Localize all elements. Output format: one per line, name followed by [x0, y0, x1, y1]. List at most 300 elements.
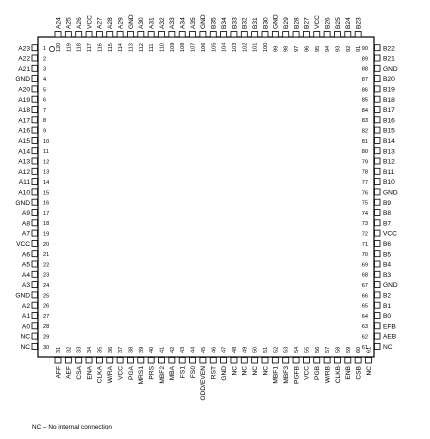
pin-3-pad — [32, 65, 38, 71]
pin-118-name: A26 — [76, 17, 83, 29]
pin-81-pad — [375, 137, 381, 143]
pin-92-name: B24 — [345, 17, 353, 29]
pin-31-pad — [55, 358, 61, 364]
pin-23-pad — [32, 271, 38, 277]
pin-118-number: 118 — [76, 43, 83, 52]
pin-96-number: 96 — [304, 45, 311, 52]
pin-61-name: NC — [365, 366, 373, 376]
pin-72-name: VCC — [383, 230, 397, 238]
pin-90-number: 90 — [361, 46, 368, 53]
pin-41-name: MBF2 — [158, 366, 166, 384]
pin-29-pad — [32, 333, 38, 339]
pin-104-name: B34 — [220, 17, 228, 29]
pin-83-pad — [375, 117, 381, 123]
pin-105-pad — [210, 32, 216, 38]
pin-80-number: 80 — [361, 149, 368, 156]
pin-63-name: EFB — [383, 323, 396, 331]
pin-34-number: 34 — [87, 346, 94, 353]
pin-17-name: A9 — [21, 210, 30, 218]
pin-3-number: 3 — [43, 66, 47, 73]
pin-87-pad — [375, 76, 381, 82]
pin-10-pad — [32, 137, 38, 143]
pin-44-number: 44 — [190, 346, 197, 353]
footnote: NC – No internal connection — [32, 424, 112, 431]
pin-5-pad — [32, 86, 38, 92]
pin-12-name: A13 — [18, 158, 30, 166]
pin-42-name: MBA — [169, 366, 177, 381]
pin-81-number: 81 — [361, 138, 368, 145]
pin-75-pad — [375, 199, 381, 205]
pin-62-name: AEB — [383, 333, 397, 341]
pin-86-pad — [375, 86, 381, 92]
pin-115-name: A28 — [107, 17, 115, 29]
pin-41-pad — [159, 358, 165, 364]
pin-20-pad — [32, 240, 38, 246]
pin-93-name: B25 — [334, 17, 342, 29]
pin-103-pad — [231, 32, 237, 38]
pin-69-number: 69 — [361, 262, 368, 269]
pin-109-pad — [169, 32, 175, 38]
pin-110-pad — [159, 32, 165, 38]
pin-80-name: B13 — [383, 148, 395, 156]
pin-94-pad — [324, 32, 330, 38]
pin-84-name: B17 — [383, 107, 395, 115]
pin-68-number: 68 — [361, 272, 368, 279]
pin-19-name: A7 — [21, 230, 30, 238]
pin-113-name: GND — [127, 14, 135, 29]
pin-68-pad — [375, 271, 381, 277]
pin-77-number: 77 — [361, 180, 368, 186]
pin-11-name: A14 — [18, 148, 30, 156]
pin-1-name: A23 — [18, 45, 30, 53]
pin-96-name: B27 — [303, 17, 311, 29]
pin-109-number: 109 — [169, 42, 176, 52]
pin-99-name: GND — [272, 14, 280, 29]
pin-105-name: B35 — [210, 17, 218, 29]
pin-90-pad — [375, 45, 381, 51]
pin-95-pad — [314, 32, 320, 38]
pin-82-name: B15 — [383, 127, 395, 135]
pin-35-name: CLKA — [96, 366, 104, 384]
pin-13-number: 13 — [43, 169, 50, 176]
pin-24-number: 24 — [43, 283, 50, 289]
pin-39-pad — [138, 358, 144, 364]
pin-6-pad — [32, 96, 38, 102]
pin-86-number: 86 — [361, 87, 368, 94]
pin-38-number: 38 — [128, 346, 135, 353]
pin-69-name: B4 — [383, 261, 392, 269]
pin-18-name: A8 — [21, 220, 30, 228]
pin-28-number: 28 — [43, 324, 50, 331]
pin-61-pad — [366, 358, 372, 364]
pin-57-number: 57 — [325, 346, 332, 353]
pin-94-name: B26 — [324, 17, 332, 29]
pin-27-number: 27 — [43, 313, 50, 320]
pin-60-pad — [355, 358, 361, 364]
pin-35-pad — [96, 358, 102, 364]
pin-67-pad — [375, 282, 381, 288]
pin-67-name: GND — [383, 282, 398, 290]
pin-2-pad — [32, 55, 38, 61]
pin-61-name: NC — [383, 344, 393, 351]
pin-97-number: 97 — [294, 45, 301, 52]
pin-117-number: 117 — [87, 43, 94, 52]
pin-4-number: 4 — [43, 77, 47, 83]
package-body — [38, 37, 374, 357]
pin-54-number: 54 — [294, 346, 301, 353]
pin-77-pad — [375, 179, 381, 185]
pin-79-pad — [375, 158, 381, 164]
pin-72-pad — [375, 230, 381, 236]
pin-92-number: 92 — [345, 45, 352, 52]
pin-21-name: A6 — [21, 251, 30, 259]
pin-66-number: 66 — [361, 293, 368, 300]
pin-65-pad — [375, 302, 381, 308]
pin-70-name: B5 — [383, 251, 392, 259]
pin-117-pad — [86, 32, 92, 38]
pin-12-number: 12 — [43, 159, 50, 166]
pin-31-name: AFF — [55, 366, 63, 379]
pin-45-name: ODD/EVEN — [200, 366, 208, 401]
pin-52-pad — [272, 358, 278, 364]
pin-57-pad — [324, 358, 330, 364]
pin-84-number: 84 — [361, 107, 368, 114]
pin-50-name: NC — [251, 366, 259, 376]
pin-105-number: 105 — [211, 42, 218, 52]
pin-26-number: 26 — [43, 303, 50, 310]
pin-28-name: A0 — [21, 323, 30, 331]
pin-34-pad — [86, 358, 92, 364]
pin-108-pad — [179, 32, 185, 38]
pin-58-name: CLKB — [334, 366, 342, 384]
pin-19-pad — [32, 230, 38, 236]
pin-74-pad — [375, 210, 381, 216]
pin-100-number: 100 — [263, 42, 269, 52]
pin-82-number: 82 — [361, 128, 368, 135]
pin-7-name: A18 — [18, 107, 30, 115]
pin-37-name: VCC — [117, 366, 125, 380]
pin-58-number: 58 — [335, 346, 342, 353]
pin-103-name: B33 — [231, 17, 239, 29]
pin-116-number: 116 — [97, 43, 104, 52]
pin-119-pad — [65, 32, 71, 38]
pin-58-pad — [334, 358, 340, 364]
pin-1-number: 1 — [43, 46, 47, 53]
pin-46-number: 46 — [211, 346, 218, 353]
pin-119-number: 119 — [66, 43, 73, 52]
pin-73-number: 73 — [361, 221, 368, 228]
pin-107-name: A35 — [189, 17, 197, 29]
pin-37-number: 37 — [118, 346, 125, 353]
pin-65-name: B1 — [383, 302, 392, 310]
pin-11-pad — [32, 148, 38, 154]
pin-42-number: 42 — [169, 346, 176, 353]
pin-22-name: A5 — [21, 261, 30, 269]
pin-6-number: 6 — [43, 97, 47, 104]
pin-98-name: B29 — [283, 17, 290, 29]
pin-5-name: A20 — [18, 86, 30, 94]
pin-27-name: A1 — [21, 313, 30, 321]
pin-73-pad — [375, 220, 381, 226]
pin-32-pad — [65, 358, 71, 364]
pin-8-pad — [32, 117, 38, 123]
pin-39-name: MRS1 — [138, 366, 146, 385]
pin-83-name: B16 — [383, 117, 395, 125]
pin-43-pad — [179, 358, 185, 364]
pin-106-name: GND — [200, 14, 208, 29]
pin-89-pad — [375, 55, 381, 61]
pin-10-name: A15 — [18, 138, 30, 145]
pin-92-pad — [345, 32, 351, 38]
pin-104-pad — [221, 32, 227, 38]
pin-19-number: 19 — [43, 231, 50, 238]
pin-43-name: FS1 — [179, 366, 187, 379]
pin-52-name: MBF1 — [272, 366, 280, 384]
pin-115-pad — [107, 32, 113, 38]
pin-9-name: A16 — [18, 127, 30, 135]
pin-12-pad — [32, 158, 38, 164]
pin-8-number: 8 — [43, 118, 47, 125]
pin-70-pad — [375, 251, 381, 257]
pin-46-name: RST — [210, 366, 218, 380]
pin-17-pad — [32, 210, 38, 216]
pin-80-pad — [375, 148, 381, 154]
pin-77-name: B10 — [383, 179, 395, 187]
pin-71-pad — [375, 240, 381, 246]
pin-81-name: B14 — [383, 138, 395, 145]
pin-42-pad — [169, 358, 175, 364]
pin-48-name: NC — [231, 366, 239, 376]
pin-106-pad — [200, 32, 206, 38]
pin-18-number: 18 — [43, 221, 50, 228]
pin-91-pad — [355, 32, 361, 38]
pin-17-number: 17 — [43, 210, 50, 217]
pin-51-pad — [262, 358, 268, 364]
pin-33-pad — [76, 358, 82, 364]
pin-9-number: 9 — [43, 128, 47, 135]
pin-29-name: NC — [20, 333, 30, 341]
pin-110-number: 110 — [159, 43, 166, 52]
pin-21-number: 21 — [43, 252, 50, 259]
pin-117-name: VCC — [86, 15, 94, 29]
pin-115-number: 115 — [107, 43, 114, 52]
pin-66-name: B2 — [383, 292, 392, 300]
pin-79-name: B12 — [383, 158, 395, 166]
pin-22-pad — [32, 261, 38, 267]
pin-102-number: 102 — [242, 42, 249, 52]
pin-62-pad — [375, 333, 381, 339]
pin-2-number: 2 — [43, 56, 47, 63]
pin-53-name: MBF3 — [283, 366, 290, 384]
pin-13-name: A12 — [18, 168, 30, 176]
pin-54-pad — [293, 358, 299, 364]
pin-18-pad — [32, 220, 38, 226]
pin-100-pad — [262, 32, 268, 38]
pin-109-name: A33 — [169, 17, 177, 29]
pin-114-pad — [117, 32, 123, 38]
pin-2-name: A22 — [18, 55, 30, 63]
pin-118-pad — [76, 32, 82, 38]
pin-65-number: 65 — [361, 303, 368, 310]
pin-16-name: GND — [15, 199, 30, 207]
pin-95-name: VCC — [314, 15, 322, 29]
pin-55-pad — [303, 358, 309, 364]
pin-84-pad — [375, 107, 381, 113]
pin-35-number: 35 — [97, 346, 104, 353]
pin-69-pad — [375, 261, 381, 267]
pin-108-number: 108 — [180, 42, 187, 52]
pin-120-number: 120 — [56, 42, 62, 52]
pin-79-number: 79 — [361, 159, 368, 166]
pin-111-number: 111 — [149, 43, 156, 52]
pin-25-name: GND — [15, 292, 30, 300]
pin-25-number: 25 — [43, 293, 50, 300]
pin-99-pad — [272, 32, 278, 38]
pin-75-number: 75 — [361, 200, 368, 207]
pin-103-number: 103 — [231, 42, 238, 52]
pin-97-pad — [293, 32, 299, 38]
pin-29-number: 29 — [43, 334, 50, 341]
pin-119-name: A25 — [65, 17, 73, 29]
pin-31-number: 31 — [56, 346, 62, 353]
pin-38-name: PGA — [127, 366, 135, 380]
pin-78-pad — [375, 168, 381, 174]
pin-78-name: B11 — [383, 168, 395, 176]
pin-87-name: B20 — [383, 76, 395, 84]
pin-33-name: CSA — [76, 366, 83, 380]
pin-94-number: 94 — [325, 45, 332, 52]
pin-23-number: 23 — [43, 272, 50, 279]
pin-111-pad — [148, 32, 154, 38]
pin-61-number: 61 — [361, 344, 368, 351]
pin-13-pad — [32, 168, 38, 174]
pin-24-name: A3 — [21, 282, 30, 290]
pin-15-number: 15 — [43, 190, 50, 197]
pin-114-name: A29 — [117, 17, 125, 29]
pin-85-number: 85 — [361, 97, 368, 104]
pin-112-number: 112 — [138, 43, 145, 52]
pin-49-name: NC — [241, 366, 249, 376]
pin-26-name: A2 — [21, 302, 30, 310]
pin-56-pad — [314, 358, 320, 364]
pin-61-number: 61 — [366, 346, 373, 353]
pin-40-name: PRS — [148, 366, 156, 380]
pin-44-name: FS0 — [189, 366, 197, 379]
pin-23-name: A4 — [21, 271, 30, 279]
pin-56-name: PGB — [314, 366, 322, 380]
pin-5-number: 5 — [43, 87, 47, 94]
pin-32-number: 32 — [66, 346, 73, 353]
pin-88-number: 88 — [361, 66, 368, 73]
pin-99-number: 99 — [273, 45, 280, 52]
pin-52-number: 52 — [273, 346, 280, 353]
pin-78-number: 78 — [361, 169, 368, 176]
pin-66-pad — [375, 292, 381, 298]
pin-4-name: GND — [15, 76, 30, 84]
pin-68-name: B3 — [383, 271, 392, 279]
pin-107-pad — [190, 32, 196, 38]
pin-48-pad — [231, 358, 237, 364]
pin-70-number: 70 — [361, 252, 368, 259]
pin-15-name: A10 — [18, 189, 30, 197]
pin-6-name: A19 — [18, 96, 30, 104]
pin-90-name: B22 — [383, 45, 395, 53]
pin-74-name: B8 — [383, 210, 392, 218]
pin-120-name: A24 — [55, 17, 63, 29]
pin-101-name: B31 — [251, 17, 259, 29]
pin-87-number: 87 — [361, 77, 368, 83]
pin-59-name: ENB — [345, 366, 353, 380]
pin-63-number: 63 — [361, 324, 368, 331]
pin-47-number: 47 — [221, 346, 228, 353]
pin-116-pad — [96, 32, 102, 38]
pin-102-name: B32 — [241, 17, 249, 29]
pin-48-number: 48 — [231, 346, 238, 353]
pin-30-pad — [32, 343, 38, 349]
pin-85-name: B18 — [383, 96, 395, 104]
pin-45-pad — [200, 358, 206, 364]
pin-9-pad — [32, 127, 38, 133]
pin-1-pad — [32, 45, 38, 51]
pin-15-pad — [32, 189, 38, 195]
pin-25-pad — [32, 292, 38, 298]
pin-93-pad — [334, 32, 340, 38]
pin-14-number: 14 — [43, 180, 50, 186]
pin-55-name: VCC — [303, 366, 311, 380]
pin-75-name: B9 — [383, 199, 392, 207]
pin-30-number: 30 — [43, 344, 50, 351]
pin-85-pad — [375, 96, 381, 102]
pin-24-pad — [32, 282, 38, 288]
pin-106-number: 106 — [200, 42, 207, 52]
pin-97-name: B28 — [293, 17, 301, 29]
pin-38-pad — [127, 358, 133, 364]
pin-50-pad — [252, 358, 258, 364]
pin-16-pad — [32, 199, 38, 205]
pin-74-number: 74 — [361, 210, 368, 217]
pin-91-name: B23 — [355, 17, 363, 29]
pin-120-pad — [55, 32, 61, 38]
pin-104-number: 104 — [221, 42, 228, 52]
pin-114-number: 114 — [118, 43, 125, 52]
pin-108-name: A34 — [179, 17, 187, 29]
pin-59-pad — [345, 358, 351, 364]
pin-98-number: 98 — [283, 45, 290, 52]
pin-20-name: VCC — [16, 241, 30, 248]
pin-28-pad — [32, 323, 38, 329]
pin-88-pad — [375, 65, 381, 71]
pin-22-number: 22 — [43, 262, 50, 269]
pin-60-name: CSB — [355, 366, 363, 380]
pin-7-pad — [32, 107, 38, 113]
pin-44-pad — [190, 358, 196, 364]
pin-64-pad — [375, 313, 381, 319]
pin-34-name: ENA — [86, 366, 94, 380]
pin-93-number: 93 — [335, 45, 342, 52]
pin-47-pad — [221, 358, 227, 364]
pin-30-name: NC — [20, 344, 30, 351]
pin-86-name: B19 — [383, 86, 395, 94]
pin-98-pad — [283, 32, 289, 38]
pin-64-number: 64 — [361, 313, 368, 320]
pin-36-pad — [107, 358, 113, 364]
pin-32-name: AEF — [65, 366, 73, 379]
pin-63-pad — [375, 323, 381, 329]
pin-26-pad — [32, 302, 38, 308]
pin-102-pad — [241, 32, 247, 38]
pin-51-number: 51 — [263, 346, 269, 353]
pin-62-number: 62 — [361, 334, 368, 341]
